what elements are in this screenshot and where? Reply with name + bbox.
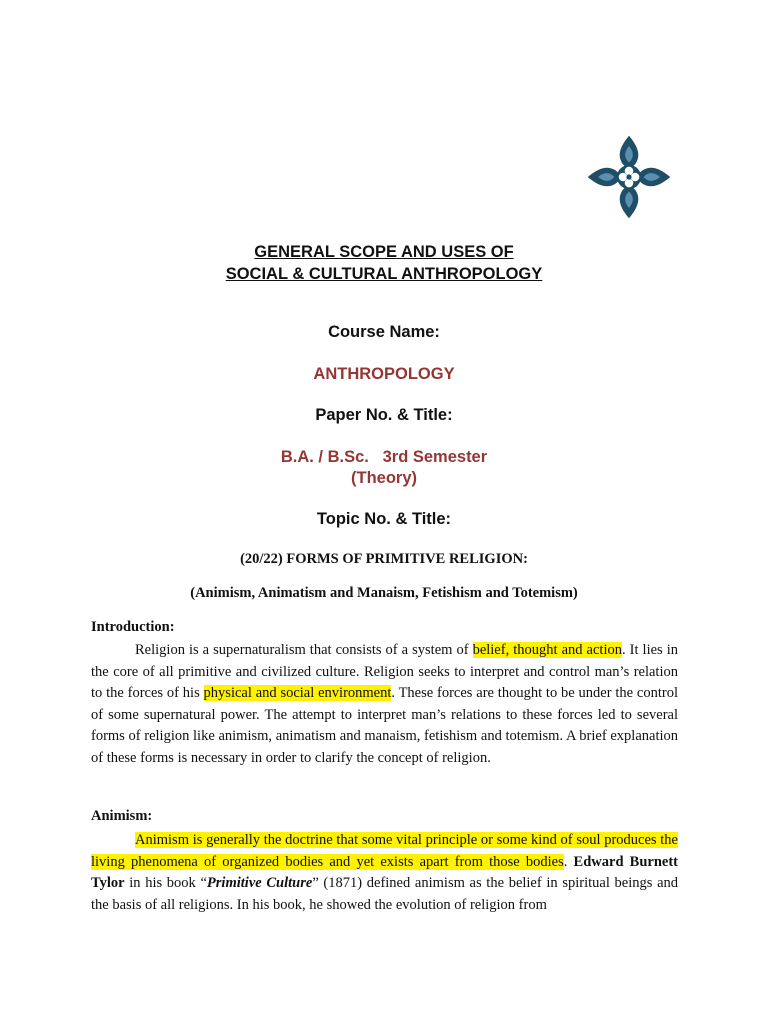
- course-name-label: Course Name:: [328, 323, 440, 341]
- animism-book-title: Primitive Culture: [206, 875, 313, 892]
- title-line-1: GENERAL SCOPE AND USES OF: [254, 243, 514, 261]
- animism-text-1: .: [563, 853, 574, 870]
- paper-title-label: Paper No. & Title:: [315, 406, 453, 424]
- intro-text-2: . It lies in the core of all primitive and civilized culture. Religion seeks to interpret and control man’s relation to the forces of his: [91, 642, 678, 702]
- animism-author-name: Edward Burnett Tylor: [91, 853, 679, 892]
- intro-highlight-1: belief, thought and action: [472, 642, 622, 658]
- institution-logo-icon: [586, 134, 672, 220]
- intro-text-1: Religion is a supernaturalism that consists of a system of: [135, 642, 473, 658]
- topic-title-value: (20/22) FORMS OF PRIMITIVE RELIGION:: [240, 551, 528, 567]
- paper-title-value-line-1: B.A. / B.Sc. 3rd Semester: [280, 448, 488, 466]
- title-line-2: SOCIAL & CULTURAL ANTHROPOLOGY: [225, 265, 543, 283]
- introduction-heading: Introduction:: [91, 619, 175, 635]
- topic-subtitle: (Animism, Animatism and Manaism, Fetishism and Totemism): [190, 585, 578, 601]
- paper-title-value-line-2: (Theory): [351, 469, 417, 487]
- intro-highlight-2: physical and social environment: [203, 685, 392, 702]
- document-title: [0, 241, 768, 285]
- animism-paragraph: [91, 830, 678, 916]
- animism-highlight: Animism is generally the doctrine that some vital principle or some kind of soul produces the living phenomena of organized bodies and yet exists apart from those bodies: [91, 832, 678, 870]
- animism-heading: Animism:: [91, 808, 153, 824]
- course-name-value: ANTHROPOLOGY: [313, 365, 455, 383]
- topic-title-label: Topic No. & Title:: [316, 510, 452, 528]
- animism-text-3: ” (1871) defined animism as the belief in spiritual beings and the basis of all religions. In his book, he showed the evolution of religion from: [91, 875, 679, 913]
- intro-text-3: . These forces are thought to be under the control of some supernatural power. The attempt to interpret man’s relations to these forces led to several forms of religion like animism, animatism and manaism, fetishism and totemism. A brief explanation of these forms is necessary in order to clarify the concept of religion.: [91, 685, 678, 766]
- introduction-paragraph: [91, 640, 678, 770]
- animism-text-2: in his book “: [124, 875, 207, 892]
